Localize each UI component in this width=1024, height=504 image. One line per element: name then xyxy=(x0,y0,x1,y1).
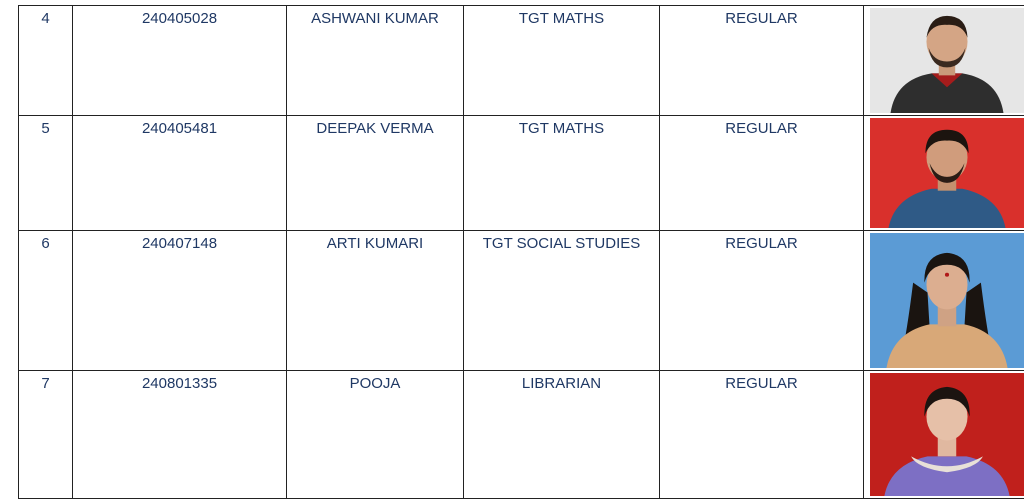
candidate-name: DEEPAK VERMA xyxy=(316,120,434,137)
candidate-table xyxy=(18,5,1024,499)
serial-number: 4 xyxy=(41,10,50,27)
serial-number: 7 xyxy=(41,375,50,392)
table-row xyxy=(19,116,1024,231)
serial-number: 5 xyxy=(41,120,50,137)
post-cell xyxy=(464,6,660,116)
category-cell xyxy=(660,6,864,116)
candidate-photo xyxy=(870,8,1024,113)
category: REGULAR xyxy=(725,10,798,27)
table-row xyxy=(19,6,1024,116)
name-cell xyxy=(287,116,464,231)
candidate-name: ARTI KUMARI xyxy=(326,235,424,252)
post-name: TGT MATHS xyxy=(518,120,605,137)
roll-number: 240405481 xyxy=(141,120,218,137)
roll-number: 240407148 xyxy=(141,235,218,252)
serial-cell xyxy=(19,231,73,371)
photo-cell xyxy=(864,6,1024,116)
serial-cell xyxy=(19,371,73,499)
roll-number: 240801335 xyxy=(141,375,218,392)
serial-cell xyxy=(19,6,73,116)
name-cell xyxy=(287,371,464,499)
roll-cell xyxy=(73,231,287,371)
category: REGULAR xyxy=(725,375,798,392)
post-name: TGT MATHS xyxy=(518,10,605,27)
serial-number: 6 xyxy=(41,235,50,252)
table-row xyxy=(19,231,1024,371)
post-cell xyxy=(464,231,660,371)
photo-cell xyxy=(864,116,1024,231)
roll-cell xyxy=(73,6,287,116)
roll-cell xyxy=(73,116,287,231)
category-cell xyxy=(660,116,864,231)
candidate-photo xyxy=(870,373,1024,496)
category-cell xyxy=(660,231,864,371)
candidate-photo xyxy=(870,118,1024,228)
candidate-name: POOJA xyxy=(349,375,401,392)
post-name: LIBRARIAN xyxy=(521,375,602,392)
category: REGULAR xyxy=(725,120,798,137)
roll-cell xyxy=(73,371,287,499)
post-cell xyxy=(464,371,660,499)
post-cell xyxy=(464,116,660,231)
photo-cell xyxy=(864,231,1024,371)
name-cell xyxy=(287,6,464,116)
category: REGULAR xyxy=(725,235,798,252)
roll-number: 240405028 xyxy=(141,10,218,27)
post-name: TGT SOCIAL STUDIES xyxy=(482,235,641,252)
table-row xyxy=(19,371,1024,499)
name-cell xyxy=(287,231,464,371)
candidate-photo xyxy=(870,233,1024,368)
serial-cell xyxy=(19,116,73,231)
photo-cell xyxy=(864,371,1024,499)
category-cell xyxy=(660,371,864,499)
candidate-name: ASHWANI KUMAR xyxy=(311,10,439,27)
